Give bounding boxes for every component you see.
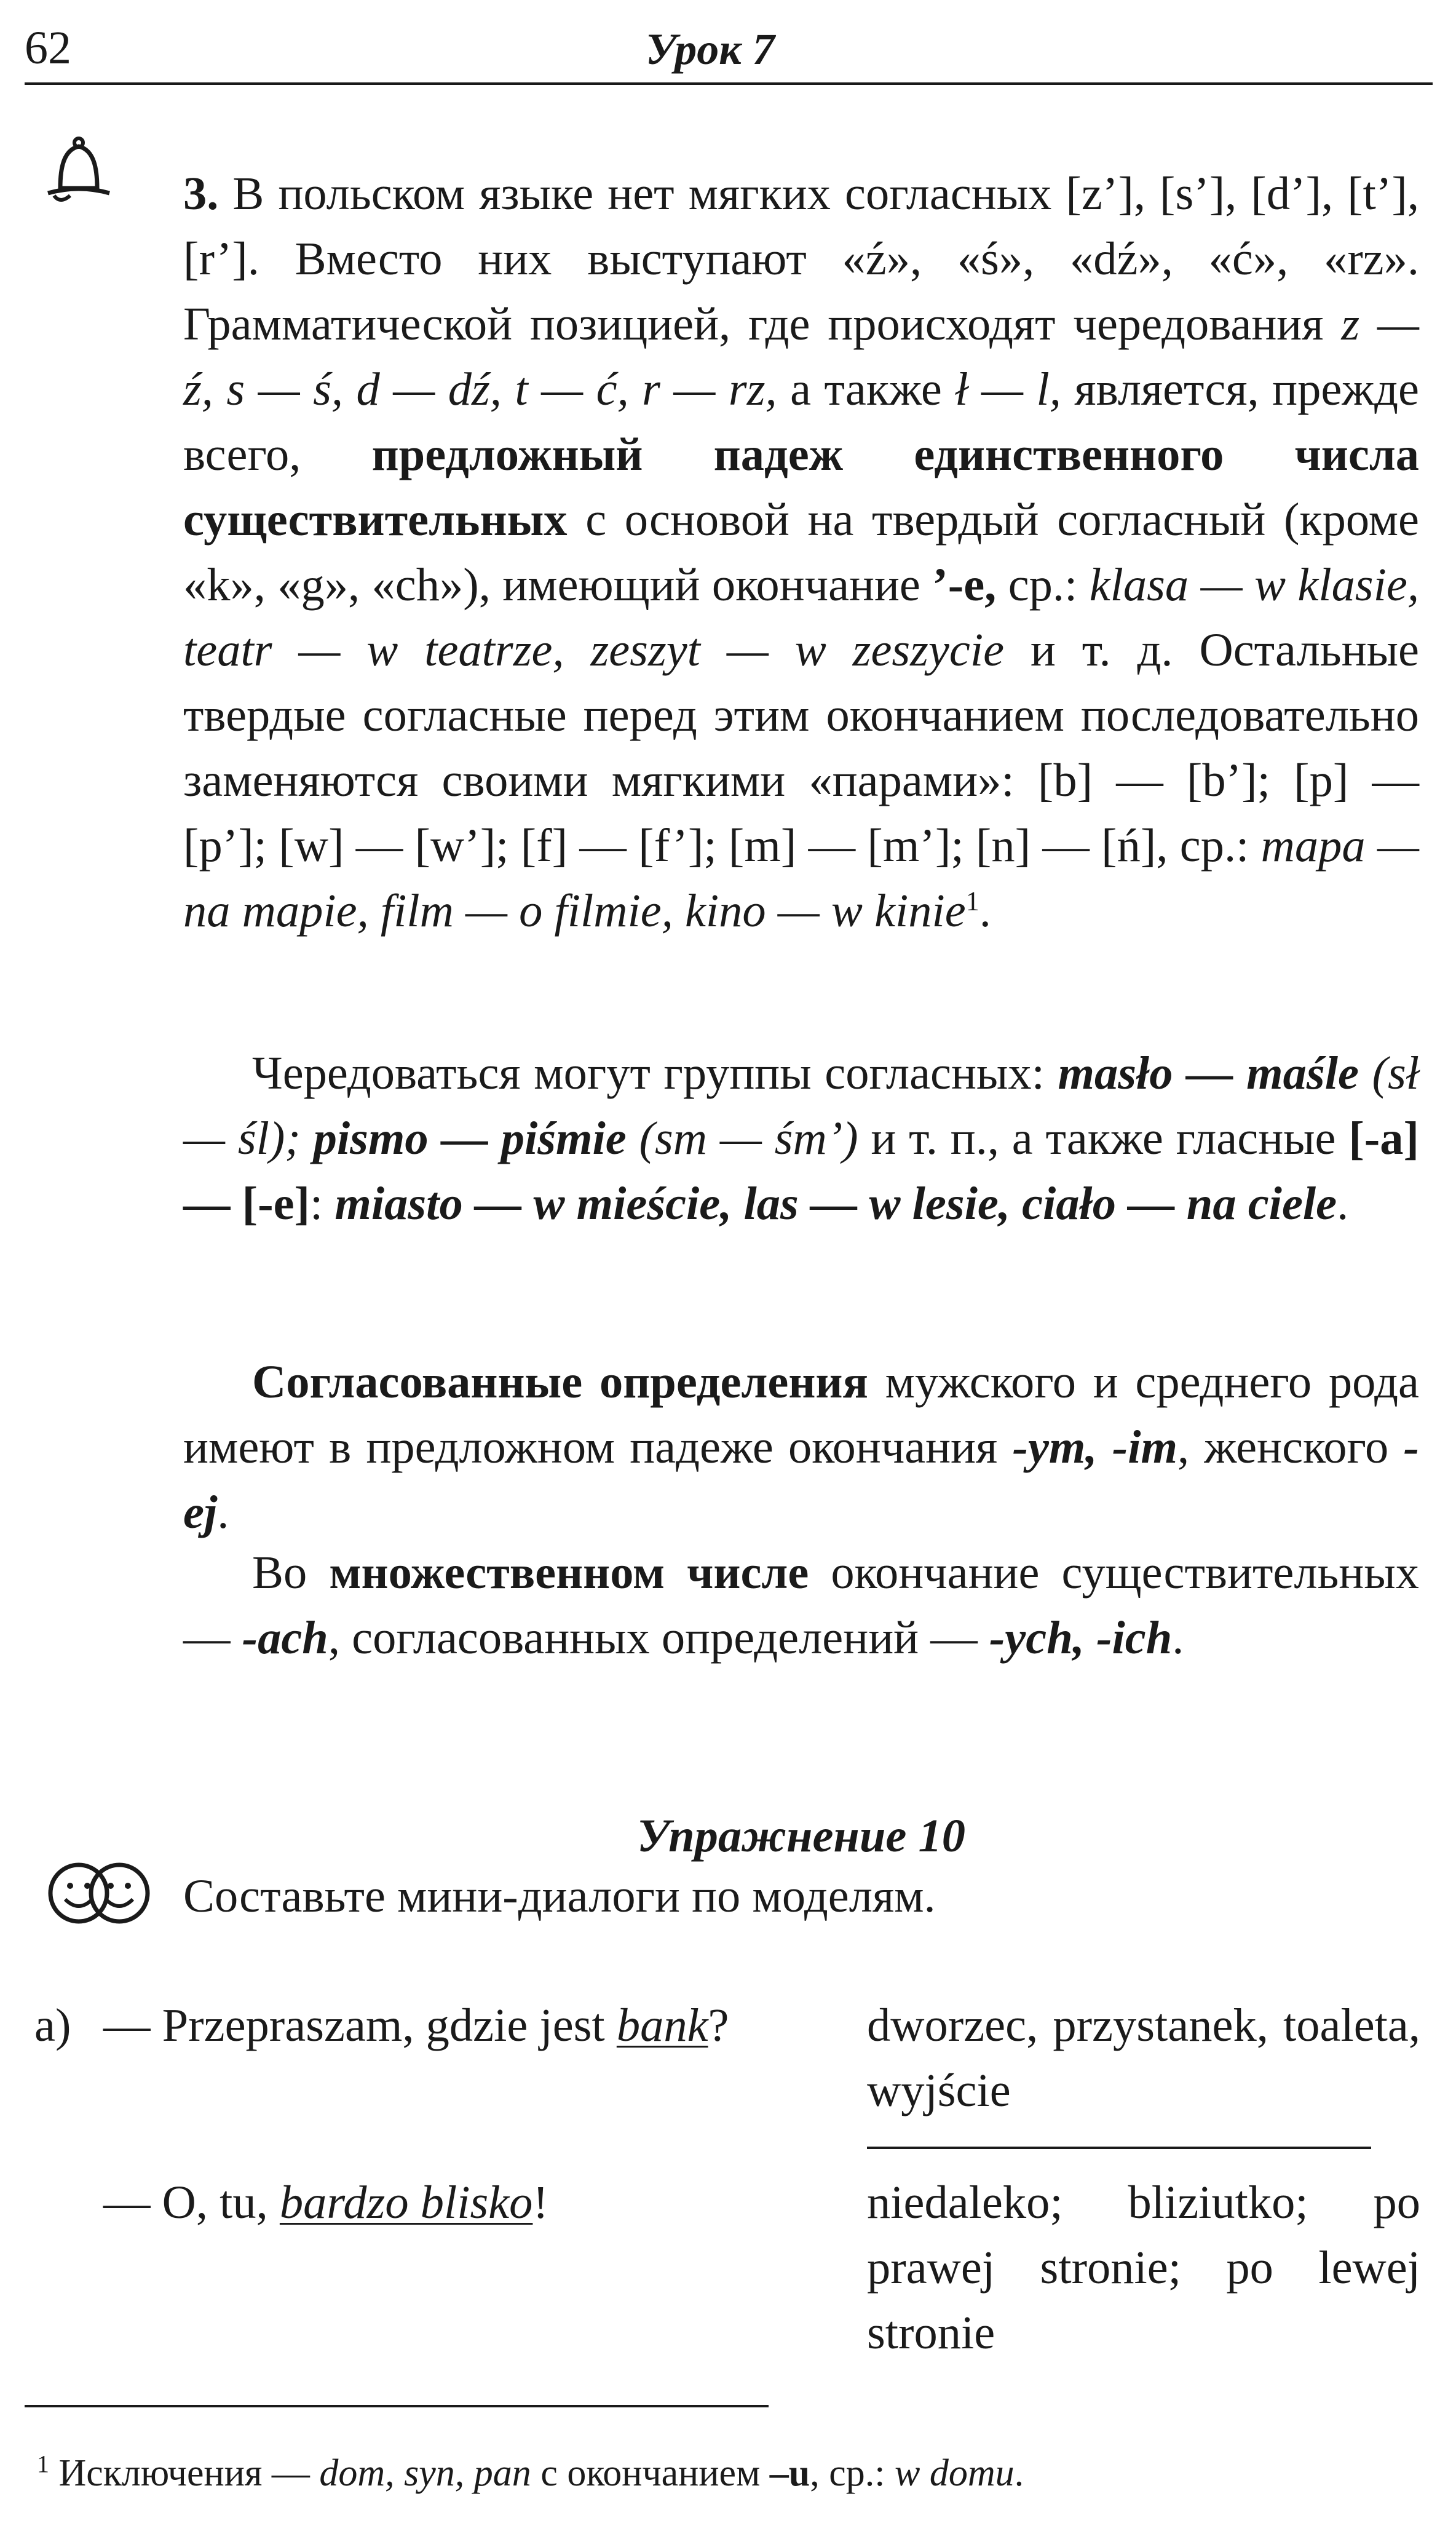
footnote-text: с окончанием [531,2452,770,2494]
rule-text: . [1172,1611,1184,1664]
footnote-rule [25,2405,769,2407]
substitutions-1: dworzec, przystanek, toaleta, wyjście [867,1999,1420,2116]
example: masło — maśle [1058,1047,1359,1099]
ending-e: ’-е, [932,558,997,611]
substitutions-2: niedaleko; bliziutko; po prawej stronie; po lewej stronie [867,2176,1420,2359]
alternation-paragraph [183,1041,1419,1236]
rule-text: , женского [1177,1421,1404,1473]
dialog-text: ? [708,1999,729,2051]
lesson-title: Урок 7 [646,25,775,74]
examples: mapa — na mapie, film — o filmie, kino — w kinie [183,819,1419,937]
rule-text: : [310,1177,335,1230]
exercise-title: Упражнение 10 [636,1810,965,1862]
rule-emphasis: множественном числе [329,1546,809,1599]
bell-icon [36,132,122,212]
rule-text: с основой на твердый согласный (кроме «k», «g», «ch»), имеющий окончание [183,493,1419,611]
example: pismo — piśmie [300,1112,627,1164]
footnote-text: . [1014,2452,1024,2494]
dialog-keyword: bardzo blisko [279,2176,533,2228]
dialog-line-2 [103,2170,548,2235]
ending: -ach [242,1611,328,1664]
rule-text: мужского и среднего рода имеют в предложном падеже окончания [183,1356,1419,1473]
alternation-list: z — ź, s — ś, d — dź, t — ć, r — rz, [183,298,1419,415]
separator-rule [867,2147,1371,2149]
rule-text: является, прежде всего, [183,363,1420,480]
plural-paragraph [183,1540,1419,1671]
rule-emphasis: Согласованные определения [252,1356,868,1408]
rule-text: . [217,1486,229,1538]
exercise-instruction: Составьте мини-диалоги по моделям. [183,1870,936,1922]
page-number: 62 [25,22,71,74]
dialog-text: — Przepraszam, gdzie jest [103,1999,617,2051]
dialog-keyword: bank [616,1999,708,2051]
rule-emphasis: предложный падеж единственного числа существительных [183,428,1419,546]
ending: -ym, -im [1012,1421,1177,1473]
rule-text: и т. д. Остальные твердые согласные перед этим окончанием последовательно заменяются своими мягкими «парами»: [b] — [b’]; [p] — [p’]; [w] — [w’]; [f] — [f’]; [m] — [m’]; [n] — [ń], ср.: [183,624,1419,872]
rule-text: окончание существительных — [183,1546,1419,1664]
rule-number: 3. [183,167,219,220]
rule-text: а также [777,363,956,415]
footnote [37,2447,1024,2500]
rule-text: Чередоваться могут группы согласных: [252,1047,1058,1099]
rule-text: . [979,884,991,937]
rule-text: В польском языке нет мягких согласных [z’], [s’], [d’], [t’], [r’]. Вместо них выступают «ź», «ś», «dź», «ć», «rz». Грамматической позицией, где происходят чередования [183,167,1419,350]
ending: -ej [183,1421,1419,1538]
rule-text: . [1337,1177,1349,1230]
examples: klasa — w klasie, teatr — w teatrze, zeszyt — w zeszycie [183,558,1419,676]
example: miasto — w mieście, las — w lesie, ciało — na ciele [334,1177,1337,1230]
rule-text: Во [252,1546,330,1599]
header-rule [25,82,1433,85]
example-pair: (sm — śm’) [626,1112,858,1164]
footnote-text: , ср.: [810,2452,895,2494]
rule-text: , согласованных определений — [328,1611,989,1664]
ending: -ych, -ich [989,1611,1173,1664]
rule-text: и т. п., а также гласные [858,1112,1349,1164]
dialog-line-1 [103,1993,729,2058]
example-pair: (sł — śl); [183,1047,1419,1164]
rule-paragraph [183,161,1419,944]
footnote-words: dom, syn, pan [319,2452,531,2494]
footnote-text: Исключения — [49,2452,320,2494]
footnote-ending: –u [769,2452,810,2494]
vowel-alternation: [-а] — [-е] [183,1112,1419,1230]
adjectives-paragraph [183,1349,1419,1545]
footnote-example: w domu [895,2452,1015,2494]
item-label: а) [34,1999,71,2051]
dialog-text: ! [532,2176,548,2228]
footnote-mark: 1 [37,2450,49,2478]
dialog-text: — O, tu, [103,2176,280,2228]
two-faces-icon [41,1856,157,1930]
rule-text: ср.: [996,558,1090,611]
footnote-mark: 1 [965,886,979,916]
alternation-l: ł — l, [955,363,1061,415]
